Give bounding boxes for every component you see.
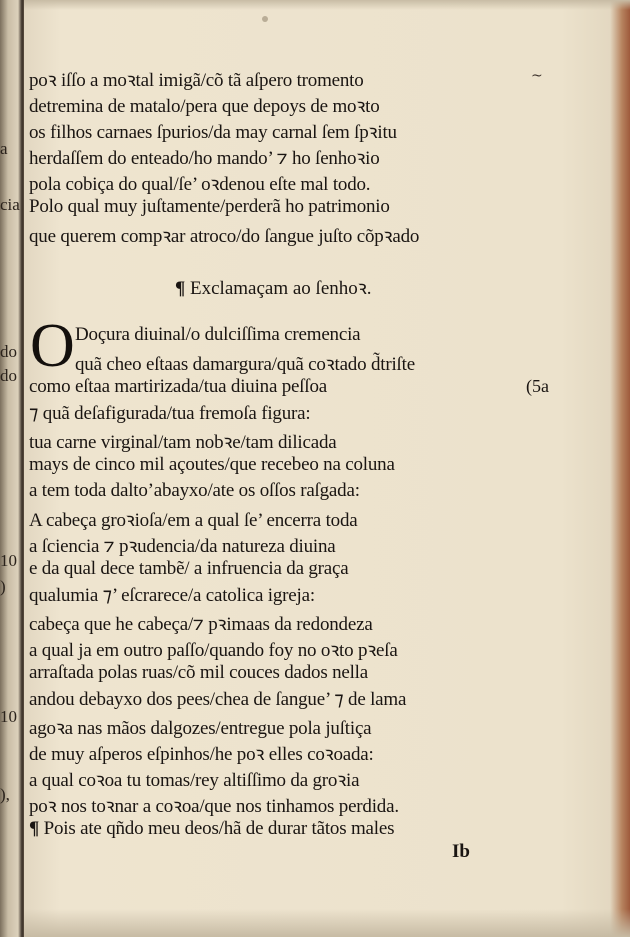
text-line: poꝛ iſſo a moꝛtal imigã/cõ tã aſpero tromento — [29, 70, 364, 91]
text-line: A cabeça groꝛioſa/em a qual ſe’ encerra toda — [29, 510, 358, 531]
text-line — [29, 818, 394, 840]
margin-fragment: ), — [0, 785, 10, 804]
text-line: de muy aſperos eſpinhos/he poꝛ elles coꝛoada: — [29, 744, 374, 765]
text-line: mays de cinco mil açoutes/que recebeo na coluna — [29, 454, 395, 475]
paragraph-mark: ¶ — [29, 818, 40, 839]
text-line-content: Pois ate qñdo meu deos/hã de durar tãtos males — [43, 818, 395, 839]
text-line: a ſciencia ⁊ pꝛudencia/da natureza diuina — [29, 536, 336, 557]
ink-mark: ~ — [531, 68, 543, 84]
text-line: que querem compꝛar atroco/do ſangue juſto cõpꝛado — [29, 226, 420, 247]
signature-mark: Ib — [452, 841, 470, 862]
text-line: herdaſſem do enteado/ho mando’ ⁊ ho ſenhoꝛio — [29, 148, 380, 169]
margin-fragment: 10 — [0, 707, 17, 726]
section-heading-text: Exclamaçam ao ſenhoꝛ. — [190, 278, 372, 299]
text-line: qualumia ⁊’ eſcrarece/a catolica igreja: — [29, 585, 315, 606]
text-line: a qual coꝛoa tu tomas/rey altiſſimo da groꝛia — [29, 770, 360, 791]
text-line: pola cobiça do qual/ſe’ oꝛdenou eſte mal todo. — [29, 174, 371, 195]
folio-number: (5a — [526, 376, 549, 396]
text-line: quã cheo eſtaas damargura/quã coꝛtado d̃triſte — [75, 354, 415, 375]
margin-fragment: cia — [0, 195, 20, 214]
drop-capital: O — [30, 312, 75, 380]
text-line: ⁊ quã deſafigurada/tua fremoſa figura: — [29, 403, 311, 424]
text-line: Polo qual muy juſtamente/perderã ho patrimonio — [29, 196, 390, 217]
margin-fragment: 10 — [0, 551, 17, 570]
text-line: detremina de matalo/pera que depoys de moꝛto — [29, 96, 380, 117]
margin-fragment: do — [0, 342, 17, 361]
text-line: agoꝛa nas mãos dalgozes/entregue pola juſtiça — [29, 718, 372, 739]
text-line: cabeça que he cabeça/⁊ pꝛimaas da redondeza — [29, 614, 373, 635]
text-line: Doçura diuinal/o dulciſſima cremencia — [75, 324, 361, 345]
paper-stain — [262, 16, 268, 22]
page-bottom-edge — [24, 909, 630, 937]
text-line: os filhos carnaes ſpurios/da may carnal ſem ſpꝛitu — [29, 122, 397, 143]
section-heading — [175, 274, 372, 300]
margin-fragment: do — [0, 366, 17, 385]
text-line: e da qual dece tambẽ/ a infruencia da graça — [29, 558, 349, 579]
text-line: a qual ja em outro paſſo/quando foy no oꝛto pꝛeſa — [29, 640, 398, 661]
margin-fragment: a — [0, 139, 8, 158]
margin-fragment: ) — [0, 577, 6, 596]
paragraph-mark: ¶ — [175, 278, 186, 299]
page-top-edge — [24, 0, 630, 10]
text-line: arraſtada polas ruas/cõ mil couces dados nella — [29, 662, 368, 683]
text-line: andou debayxo dos pees/chea de ſangue’ ⁊ de lama — [29, 689, 407, 710]
text-line: tua carne virginal/tam nobꝛe/tam dilicada — [29, 432, 337, 453]
text-line: a tem toda dalto’abayxo/ate os oſſos raſgada: — [29, 480, 360, 501]
text-line: poꝛ nos toꝛnar a coꝛoa/que nos tinhamos perdida. — [29, 796, 399, 817]
text-line: como eſtaa martirizada/tua diuina peſſoa — [29, 376, 327, 397]
